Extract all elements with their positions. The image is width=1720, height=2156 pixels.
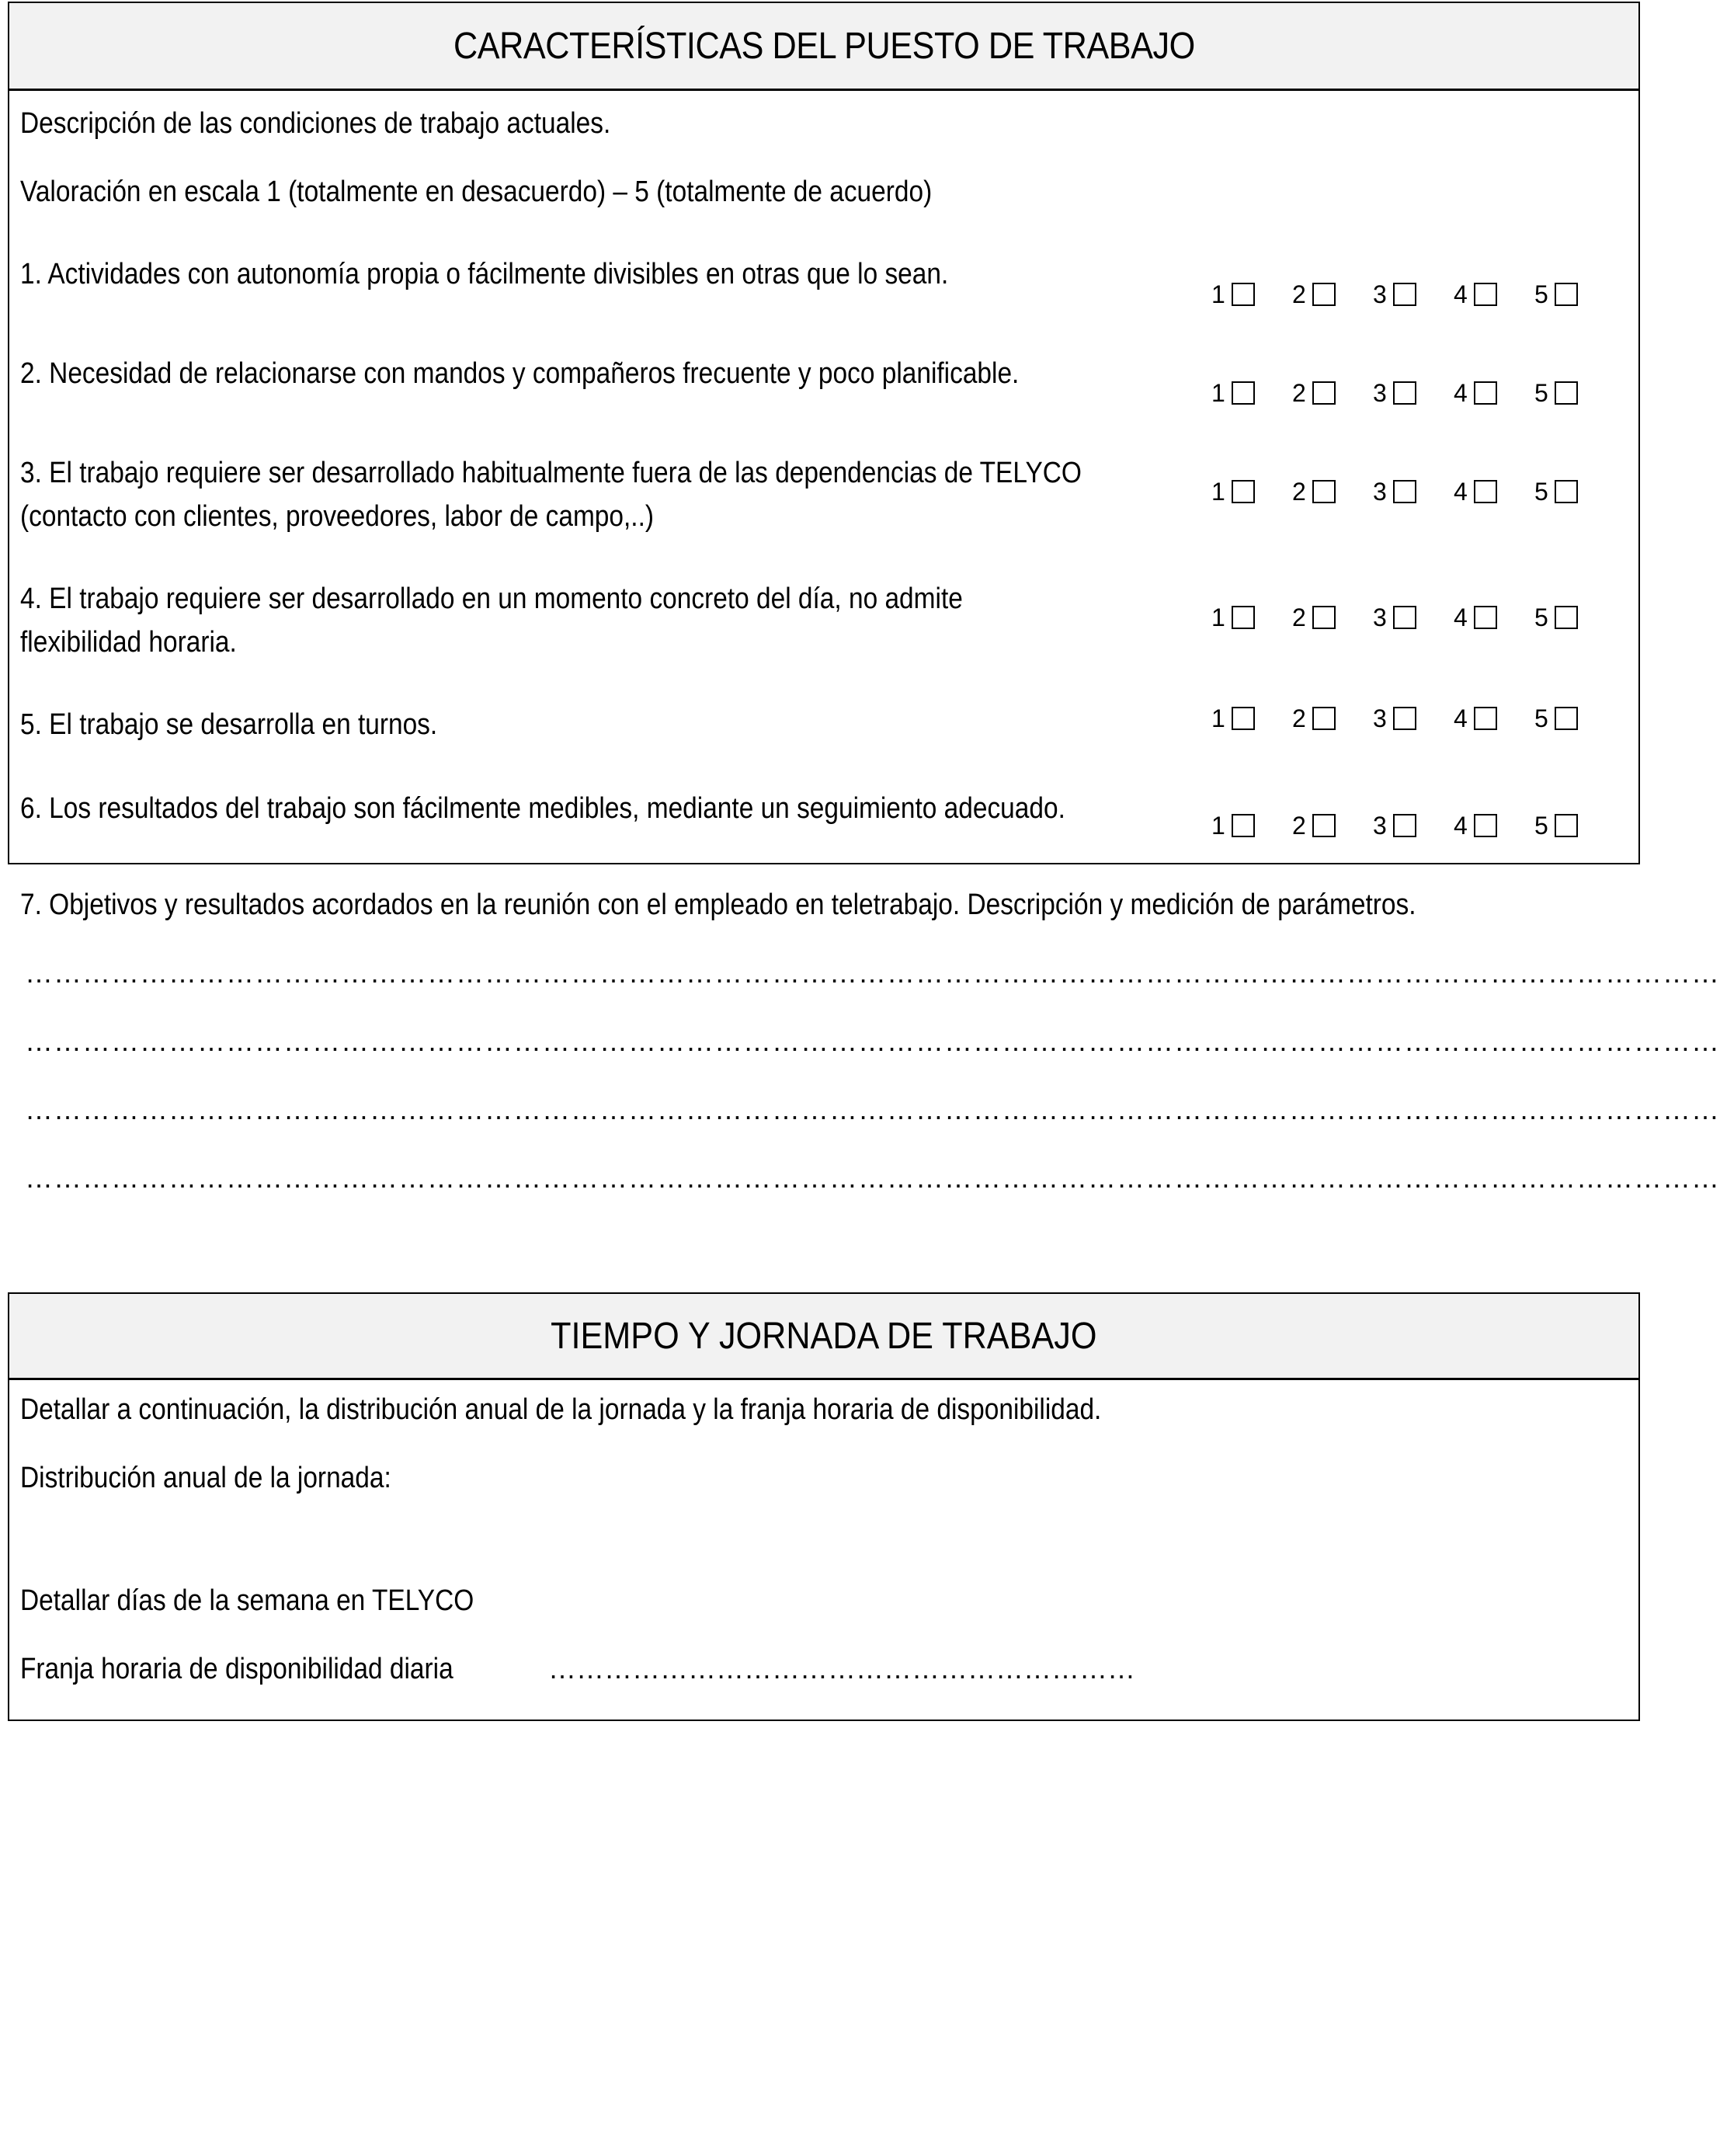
rating-option-3: 3: [1373, 703, 1454, 734]
checkbox-5[interactable]: [1555, 707, 1578, 730]
rating-option-5: 5: [1534, 602, 1615, 633]
checkbox-4[interactable]: [1474, 283, 1497, 306]
checkbox-5[interactable]: [1555, 480, 1578, 503]
rating-option-5: 5: [1534, 279, 1615, 310]
checkbox-1[interactable]: [1232, 283, 1255, 306]
rating-option-1: 1: [1211, 279, 1292, 310]
rating-scale-item-6: [1211, 810, 1615, 841]
checkbox-3[interactable]: [1393, 381, 1416, 405]
rating-option-2: 2: [1292, 602, 1373, 633]
rating-scale-item-2: [1211, 377, 1615, 409]
checkbox-3[interactable]: [1393, 814, 1416, 837]
rating-option-4: 4: [1454, 476, 1534, 507]
item-7-text: 7. Objetivos y resultados acordados en la reunión con el empleado en teletrabajo. Descripción y medición de parámetros.: [20, 888, 1416, 921]
checkbox-3[interactable]: [1393, 606, 1416, 629]
checkbox-1[interactable]: [1232, 814, 1255, 837]
checkbox-2[interactable]: [1312, 707, 1336, 730]
office-days-label: Detallar días de la semana en TELYCO: [20, 1584, 474, 1617]
item-4-text-line2: flexibilidad horaria.: [20, 626, 237, 659]
work-time-section: [8, 1292, 1640, 1721]
availability-answer-line[interactable]: ………………………………………………………: [548, 1653, 1135, 1685]
rating-option-4: 4: [1454, 377, 1534, 409]
rating-option-2: 2: [1292, 279, 1373, 310]
checkbox-1[interactable]: [1232, 606, 1255, 629]
rating-option-3: 3: [1373, 377, 1454, 409]
checkbox-2[interactable]: [1312, 606, 1336, 629]
checkbox-4[interactable]: [1474, 707, 1497, 730]
item-2-text: 2. Necesidad de relacionarse con mandos y compañeros frecuente y poco planificable.: [20, 357, 1020, 390]
checkbox-1[interactable]: [1232, 707, 1255, 730]
rating-option-2: 2: [1292, 476, 1373, 507]
item-6-text: 6. Los resultados del trabajo son fácilmente medibles, mediante un seguimiento adecuado.: [20, 792, 1065, 825]
rating-option-1: 1: [1211, 377, 1292, 409]
rating-option-5: 5: [1534, 377, 1615, 409]
checkbox-1[interactable]: [1232, 480, 1255, 503]
rating-option-4: 4: [1454, 703, 1534, 734]
checkbox-4[interactable]: [1474, 480, 1497, 503]
checkbox-3[interactable]: [1393, 283, 1416, 306]
checkbox-2[interactable]: [1312, 814, 1336, 837]
checkbox-4[interactable]: [1474, 814, 1497, 837]
rating-option-4: 4: [1454, 279, 1534, 310]
section-title: TIEMPO Y JORNADA DE TRABAJO: [9, 1294, 1638, 1380]
rating-option-2: 2: [1292, 703, 1373, 734]
checkbox-5[interactable]: [1555, 381, 1578, 405]
rating-option-3: 3: [1373, 476, 1454, 507]
checkbox-5[interactable]: [1555, 283, 1578, 306]
section-title: CARACTERÍSTICAS DEL PUESTO DE TRABAJO: [9, 3, 1638, 91]
checkbox-2[interactable]: [1312, 283, 1336, 306]
checkbox-5[interactable]: [1555, 814, 1578, 837]
scale-note: Valoración en escala 1 (totalmente en desacuerdo) – 5 (totalmente de acuerdo): [20, 176, 933, 208]
rating-option-5: 5: [1534, 703, 1615, 734]
rating-scale-item-1: [1211, 279, 1615, 310]
answer-line-1[interactable]: ……………………………………………………………………………………………………………………………………………………………: [25, 957, 1720, 989]
rating-scale-item-3: [1211, 476, 1615, 507]
item-4-text-line1: 4. El trabajo requiere ser desarrollado en un momento concreto del día, no admite: [20, 582, 963, 615]
checkbox-3[interactable]: [1393, 707, 1416, 730]
checkbox-4[interactable]: [1474, 606, 1497, 629]
checkbox-1[interactable]: [1232, 381, 1255, 405]
checkbox-5[interactable]: [1555, 606, 1578, 629]
item-3-text-line1: 3. El trabajo requiere ser desarrollado habitualmente fuera de las dependencias de TELYCO: [20, 457, 1082, 489]
rating-option-2: 2: [1292, 377, 1373, 409]
rating-scale-item-5: [1211, 703, 1615, 734]
rating-option-3: 3: [1373, 279, 1454, 310]
answer-line-4[interactable]: ……………………………………………………………………………………………………………………………………………………………: [25, 1162, 1720, 1194]
checkbox-3[interactable]: [1393, 480, 1416, 503]
rating-option-3: 3: [1373, 602, 1454, 633]
checkbox-2[interactable]: [1312, 480, 1336, 503]
rating-option-4: 4: [1454, 602, 1534, 633]
item-5-text: 5. El trabajo se desarrolla en turnos.: [20, 708, 438, 741]
availability-label: Franja horaria de disponibilidad diaria: [20, 1653, 453, 1685]
description-text: Descripción de las condiciones de trabajo actuales.: [20, 107, 611, 140]
annual-distribution-label: Distribución anual de la jornada:: [20, 1462, 391, 1494]
rating-option-1: 1: [1211, 602, 1292, 633]
item-3-text-line2: (contacto con clientes, proveedores, labor de campo,..): [20, 500, 655, 533]
rating-option-1: 1: [1211, 810, 1292, 841]
job-characteristics-section: [8, 2, 1640, 864]
rating-option-1: 1: [1211, 476, 1292, 507]
checkbox-4[interactable]: [1474, 381, 1497, 405]
checkbox-2[interactable]: [1312, 381, 1336, 405]
answer-line-3[interactable]: ……………………………………………………………………………………………………………………………………………………………: [25, 1094, 1720, 1125]
rating-option-3: 3: [1373, 810, 1454, 841]
item-1-text: 1. Actividades con autonomía propia o fácilmente divisibles en otras que lo sean.: [20, 258, 949, 290]
answer-line-2[interactable]: ……………………………………………………………………………………………………………………………………………………………: [25, 1025, 1720, 1057]
rating-option-5: 5: [1534, 476, 1615, 507]
rating-scale-item-4: [1211, 602, 1615, 633]
rating-option-1: 1: [1211, 703, 1292, 734]
rating-option-4: 4: [1454, 810, 1534, 841]
rating-option-5: 5: [1534, 810, 1615, 841]
time-intro: Detallar a continuación, la distribución anual de la jornada y la franja horaria de disponibilidad.: [20, 1393, 1102, 1426]
rating-option-2: 2: [1292, 810, 1373, 841]
